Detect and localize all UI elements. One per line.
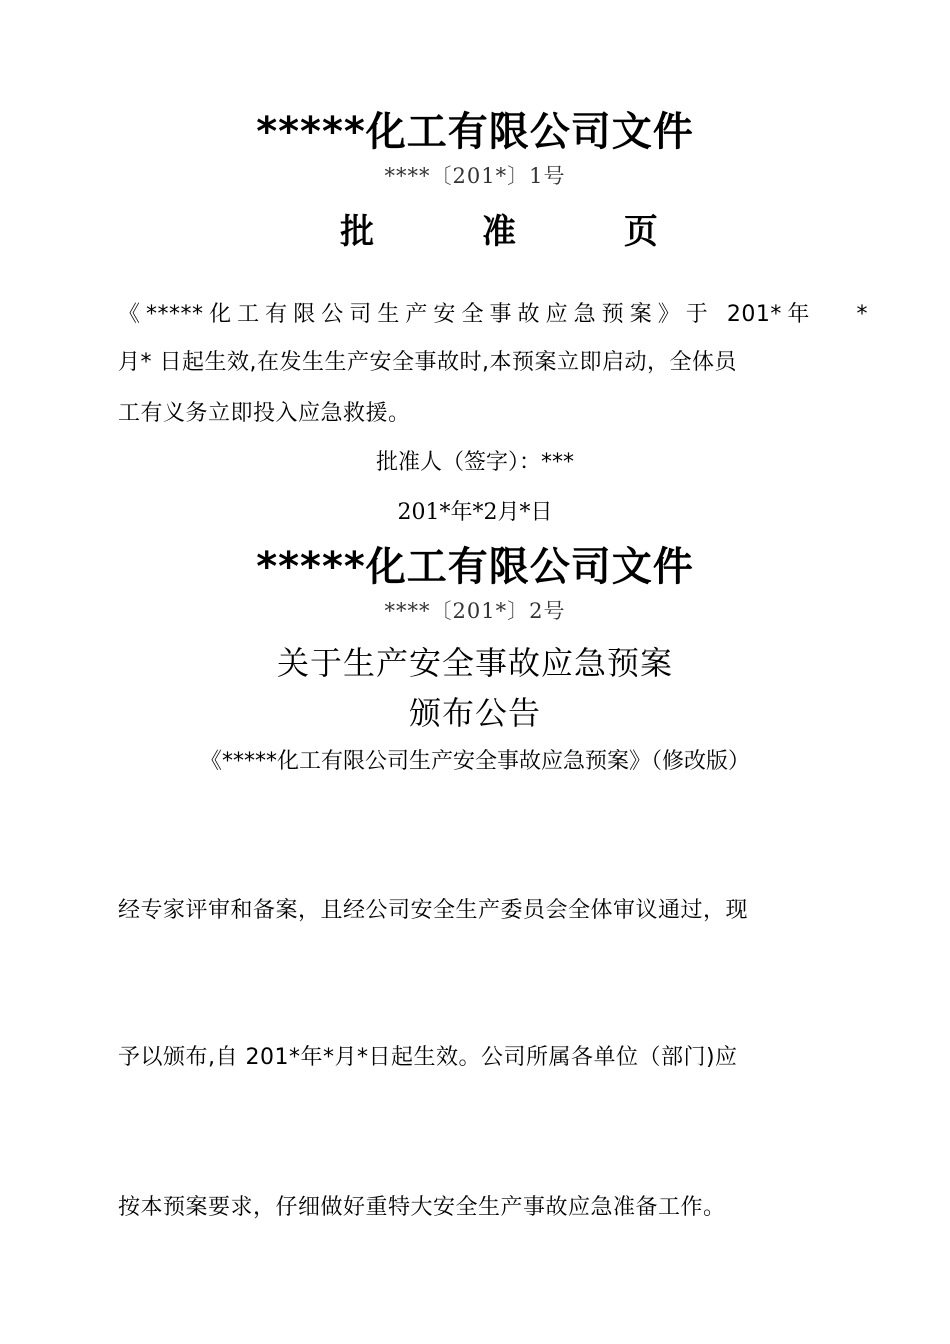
doc1-title: *****化工有限公司文件	[256, 109, 694, 155]
doc2-body-line-1: 经专家评审和备案，且经公司安全生产委员会全体审议通过，现	[118, 898, 749, 923]
doc2-body-line-3: 按本预案要求，仔细做好重特大安全生产事故应急准备工作。	[118, 1195, 726, 1220]
doc1-paragraph-line-2: 月* 日起生效,在发生生产安全事故时,本预案立即启动，全体员	[118, 350, 737, 375]
doc1-paragraph-line-1: 《*****化工有限公司生产安全事故应急预案》于 201*年 *	[118, 302, 868, 327]
doc1-heading: 批 准 页	[340, 212, 706, 252]
doc1-signature: 批准人（签字）：***	[375, 450, 574, 475]
doc2-body-line-2: 予以颁布,自 201*年*月*日起生效。公司所属各单位（部门)应	[118, 1045, 738, 1070]
doc1-date: 201*年*2月*日	[397, 500, 553, 525]
doc2-title: *****化工有限公司文件	[256, 544, 694, 590]
doc2-heading-line-2: 颁布公告	[408, 694, 541, 732]
doc1-paragraph-line-3: 工有义务立即投入应急救援。	[118, 401, 411, 426]
doc2-number: ****〔201*〕2号	[384, 599, 566, 623]
doc2-subtitle: 《*****化工有限公司生产安全事故应急预案》（修改版）	[199, 749, 750, 774]
doc2-heading-line-1: 关于生产安全事故应急预案	[276, 644, 673, 682]
doc1-number: ****〔201*〕1号	[384, 164, 566, 188]
